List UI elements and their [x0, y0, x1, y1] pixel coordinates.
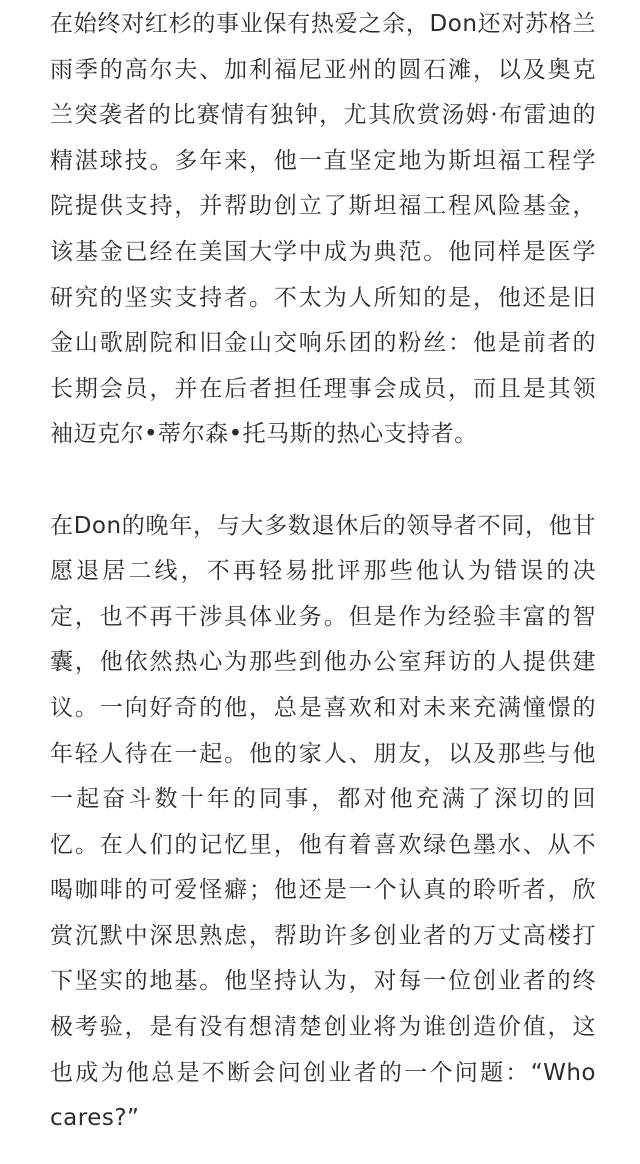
paragraph-spacer — [50, 458, 596, 504]
paragraph-line: 袖迈克尔•蒂尔森•托马斯的热心支持者。 — [50, 421, 478, 448]
paragraph-line: 院提供支持，并帮助创立了斯坦福工程风险基金， — [50, 193, 596, 220]
paragraph-line: 赏沉默中深思熟虑，帮助许多创业者的万丈高楼打 — [50, 922, 596, 949]
paragraph-line: cares?” — [50, 1105, 140, 1132]
paragraph-line: 年轻人待在一起。他的家人、朋友，以及那些与他 — [50, 740, 596, 767]
paragraph-line: 雨季的高尔夫、加利福尼亚州的圆石滩，以及奥克 — [50, 56, 596, 83]
paragraph-1 — [50, 2, 596, 458]
paragraph-line: 下坚实的地基。他坚持认为，对每一位创业者的终 — [50, 968, 596, 995]
paragraph-2 — [50, 504, 596, 1142]
paragraph-line: 极考验，是有没有想清楚创业将为谁创造价值，这 — [50, 1014, 596, 1041]
paragraph-line: 定，也不再干涉具体业务。但是作为经验丰富的智 — [50, 603, 596, 630]
paragraph-line: 金山歌剧院和旧金山交响乐团的粉丝：他是前者的 — [50, 330, 596, 357]
paragraph-line: 研究的坚实支持者。不太为人所知的是，他还是旧 — [50, 284, 596, 311]
paragraph-line: 一起奋斗数十年的同事，都对他充满了深切的回 — [50, 786, 596, 813]
paragraph-line: 议。一向好奇的他，总是喜欢和对未来充满憧憬的 — [50, 694, 596, 721]
paragraph-line: 在Don的晚年，与大多数退休后的领导者不同，他甘 — [50, 512, 596, 539]
paragraph-line: 也成为他总是不断会问创业者的一个问题：“Who — [50, 1059, 596, 1086]
paragraph-line: 忆。在人们的记忆里，他有着喜欢绿色墨水、从不 — [50, 831, 596, 858]
paragraph-line: 囊，他依然热心为那些到他办公室拜访的人提供建 — [50, 649, 596, 676]
paragraph-line: 该基金已经在美国大学中成为典范。他同样是医学 — [50, 238, 596, 265]
paragraph-line: 长期会员，并在后者担任理事会成员，而且是其领 — [50, 375, 596, 402]
paragraph-line: 精湛球技。多年来，他一直坚定地为斯坦福工程学 — [50, 147, 596, 174]
paragraph-line: 在始终对红杉的事业保有热爱之余，Don还对苏格兰 — [50, 11, 596, 37]
paragraph-line: 兰突袭者的比赛情有独钟，尤其欣赏汤姆·布雷迪的 — [50, 102, 596, 129]
article-body — [50, 2, 596, 1142]
paragraph-line: 愿退居二线，不再轻易批评那些他认为错误的决 — [50, 558, 596, 585]
paragraph-line: 喝咖啡的可爱怪癖；他还是一个认真的聆听者，欣 — [50, 877, 596, 904]
